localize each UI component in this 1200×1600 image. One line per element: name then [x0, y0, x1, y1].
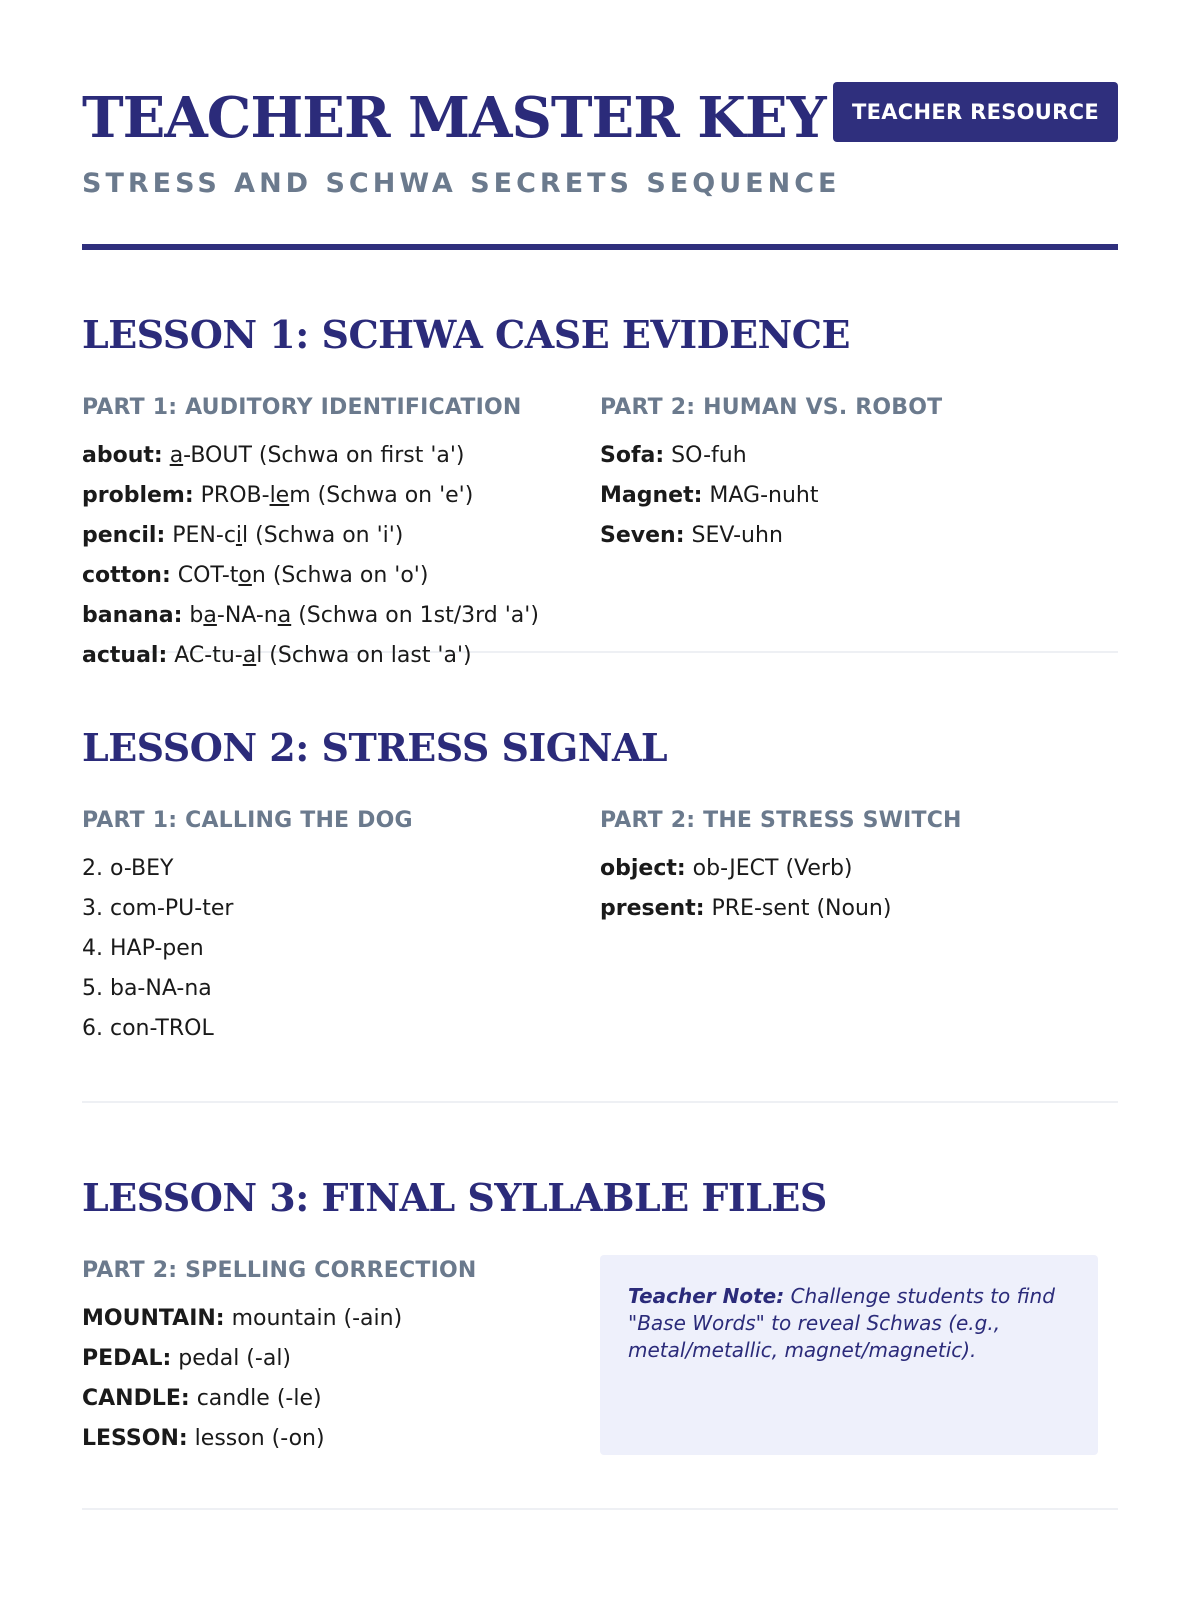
- item-text: SO-fuh: [664, 443, 747, 468]
- page-header: [82, 0, 1118, 250]
- item-term: about:: [82, 443, 163, 468]
- item-text: [163, 443, 170, 468]
- page-subtitle: STRESS AND SCHWA SECRETS SEQUENCE: [82, 168, 841, 199]
- lesson-2-part-1: [82, 805, 600, 1049]
- lesson-1-part-1-heading: PART 1: AUDITORY IDENTIFICATION: [82, 395, 522, 420]
- item-term: Magnet:: [600, 483, 703, 508]
- list-item: [600, 436, 1118, 476]
- list-item: [82, 1299, 600, 1339]
- list-item: [600, 889, 1118, 929]
- list-item: [82, 636, 600, 676]
- list-item: [82, 1419, 600, 1459]
- lesson-1-part-1: [82, 392, 600, 676]
- item-text: l (Schwa on 'i'): [242, 523, 404, 548]
- list-item: [82, 516, 600, 556]
- teacher-note: [600, 1255, 1098, 1455]
- list-item: [82, 436, 600, 476]
- teacher-resource-badge: TEACHER RESOURCE: [833, 82, 1118, 142]
- list-item: 3. com-PU-ter: [82, 896, 234, 921]
- item-term: pencil:: [82, 523, 166, 548]
- item-text: ob-JECT (Verb): [685, 856, 853, 881]
- list-item: 2. o-BEY: [82, 856, 174, 881]
- lesson-1-columns: [82, 392, 1118, 676]
- item-text: candle (-le): [189, 1386, 322, 1411]
- list-item: [82, 596, 600, 636]
- schwa-underline: a: [242, 643, 257, 668]
- lesson-2-part-2-heading: PART 2: THE STRESS SWITCH: [600, 808, 962, 833]
- lesson-3-part-2-heading: PART 2: SPELLING CORRECTION: [82, 1258, 477, 1283]
- item-text: MAG-nuht: [702, 483, 819, 508]
- item-text: mountain (-ain): [224, 1306, 403, 1331]
- list-item: [82, 1339, 600, 1379]
- item-text: m (Schwa on 'e'): [289, 483, 474, 508]
- lesson-2-columns: [82, 805, 1118, 1049]
- lesson-3-columns: [82, 1255, 1118, 1459]
- lesson-2-title: LESSON 2: STRESS SIGNAL: [82, 725, 668, 770]
- item-text: l (Schwa on last 'a'): [256, 643, 472, 668]
- item-term: Seven:: [600, 523, 685, 548]
- item-term: banana:: [82, 603, 183, 628]
- schwa-underline: le: [269, 483, 290, 508]
- lesson-1-title: LESSON 1: SCHWA CASE EVIDENCE: [82, 312, 850, 357]
- list-item: [82, 476, 600, 516]
- teacher-note-text: Challenge students to find "Base Words" to reveal Schwas (e.g., metal/metallic, magnet/magnetic).: [628, 1284, 1055, 1362]
- item-term: MOUNTAIN:: [82, 1306, 225, 1331]
- lesson-1-section: [82, 250, 1118, 668]
- item-term: cotton:: [82, 563, 171, 588]
- item-text: n (Schwa on 'o'): [251, 563, 429, 588]
- schwa-underline: a: [203, 603, 217, 628]
- item-text: -NA-n: [216, 603, 278, 628]
- list-item: 6. con-TROL: [82, 1016, 214, 1041]
- item-text: lesson (-on): [187, 1426, 325, 1451]
- item-text: b: [182, 603, 204, 628]
- list-item: [82, 1379, 600, 1419]
- lesson-1-part-2-heading: PART 2: HUMAN VS. ROBOT: [600, 395, 943, 420]
- item-term: present:: [600, 896, 705, 921]
- teacher-note-label: Teacher Note:: [628, 1284, 785, 1308]
- schwa-underline: a: [169, 443, 184, 468]
- item-term: problem:: [82, 483, 194, 508]
- list-item: [600, 476, 1118, 516]
- item-text: PROB-: [193, 483, 270, 508]
- item-text: -BOUT (Schwa on first 'a'): [183, 443, 465, 468]
- item-term: PEDAL:: [82, 1346, 172, 1371]
- list-item: [82, 556, 600, 596]
- lesson-1-part-2: [600, 392, 1118, 676]
- lesson-2-part-1-heading: PART 1: CALLING THE DOG: [82, 808, 413, 833]
- item-term: object:: [600, 856, 686, 881]
- schwa-underline: i: [235, 523, 243, 548]
- lesson-2-section: [82, 653, 1118, 1103]
- item-term: LESSON:: [82, 1426, 188, 1451]
- list-item: [600, 849, 1118, 889]
- page-title: TEACHER MASTER KEY: [82, 85, 826, 151]
- lesson-3-part-2: [82, 1255, 600, 1459]
- item-text: (Schwa on 1st/3rd 'a'): [291, 603, 539, 628]
- item-term: CANDLE:: [82, 1386, 190, 1411]
- lesson-3-section: [82, 1103, 1118, 1510]
- schwa-underline: a: [277, 603, 292, 628]
- lesson-2-part-2: [600, 805, 1118, 1049]
- item-text: pedal (-al): [171, 1346, 292, 1371]
- list-item: 5. ba-NA-na: [82, 976, 212, 1001]
- list-item: [600, 516, 1118, 556]
- item-term: actual:: [82, 643, 168, 668]
- list-item: 4. HAP-pen: [82, 936, 204, 961]
- item-text: PEN-c: [165, 523, 236, 548]
- schwa-underline: o: [238, 563, 252, 588]
- item-text: SEV-uhn: [684, 523, 783, 548]
- item-text: AC-tu-: [167, 643, 243, 668]
- item-text: COT-t: [170, 563, 239, 588]
- item-text: PRE-sent (Noun): [704, 896, 892, 921]
- lesson-3-note-column: [600, 1255, 1118, 1459]
- item-term: Sofa:: [600, 443, 665, 468]
- lesson-3-title: LESSON 3: FINAL SYLLABLE FILES: [82, 1175, 827, 1220]
